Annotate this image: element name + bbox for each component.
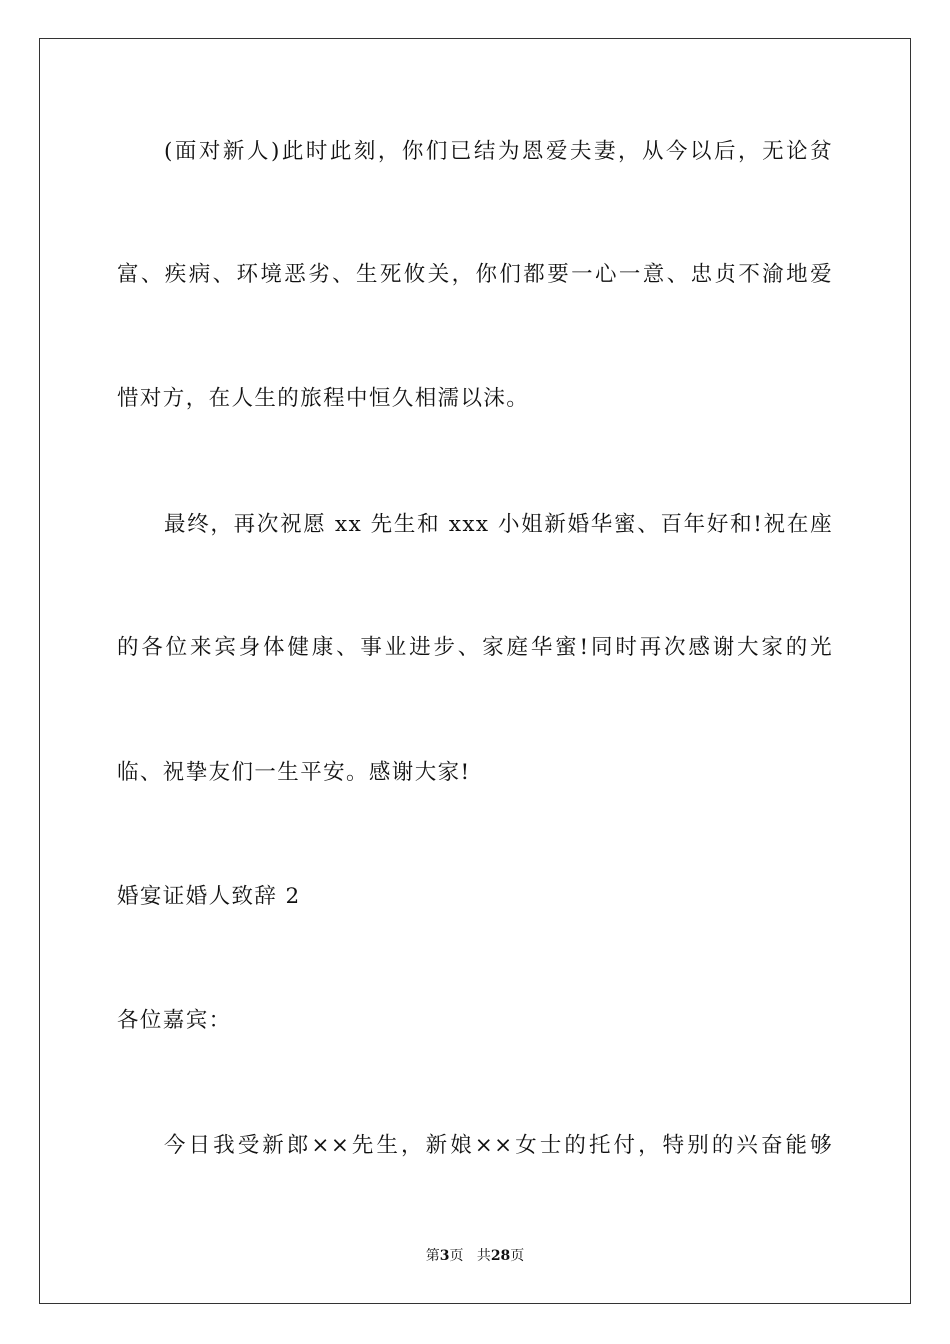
paragraph-line-1: (面对新人)此时此刻，你们已结为恩爱夫妻，从今以后，无论贫 (164, 139, 833, 164)
page-number: 3 (439, 1248, 450, 1264)
page-footer (0, 1246, 950, 1266)
paragraph-line-7: 今日我受新郎××先生，新娘××女士的托付，特别的兴奋能够 (164, 1133, 833, 1158)
page-prefix: 第 (425, 1248, 440, 1264)
paragraph-line-3: 惜对方，在人生的旅程中恒久相濡以沫。 (117, 386, 530, 411)
paragraph-line-5: 的各位来宾身体健康、事业进步、家庭华蜜!同时再次感谢大家的光 (117, 635, 833, 660)
total-prefix: 共 (476, 1248, 491, 1264)
total-suffix: 页 (510, 1248, 525, 1264)
salutation: 各位嘉宾： (117, 1008, 232, 1033)
total-pages: 28 (490, 1248, 511, 1264)
section-heading: 婚宴证婚人致辞 2 (117, 884, 301, 909)
paragraph-line-6: 临、祝挚友们一生平安。感谢大家! (117, 760, 471, 785)
paragraph-line-4: 最终，再次祝愿 xx 先生和 xxx 小姐新婚华蜜、百年好和!祝在座 (164, 512, 833, 537)
paragraph-line-2: 富、疾病、环境恶劣、生死攸关，你们都要一心一意、忠贞不渝地爱 (117, 262, 833, 287)
page-suffix: 页 (449, 1248, 464, 1264)
page-frame (39, 38, 911, 1304)
